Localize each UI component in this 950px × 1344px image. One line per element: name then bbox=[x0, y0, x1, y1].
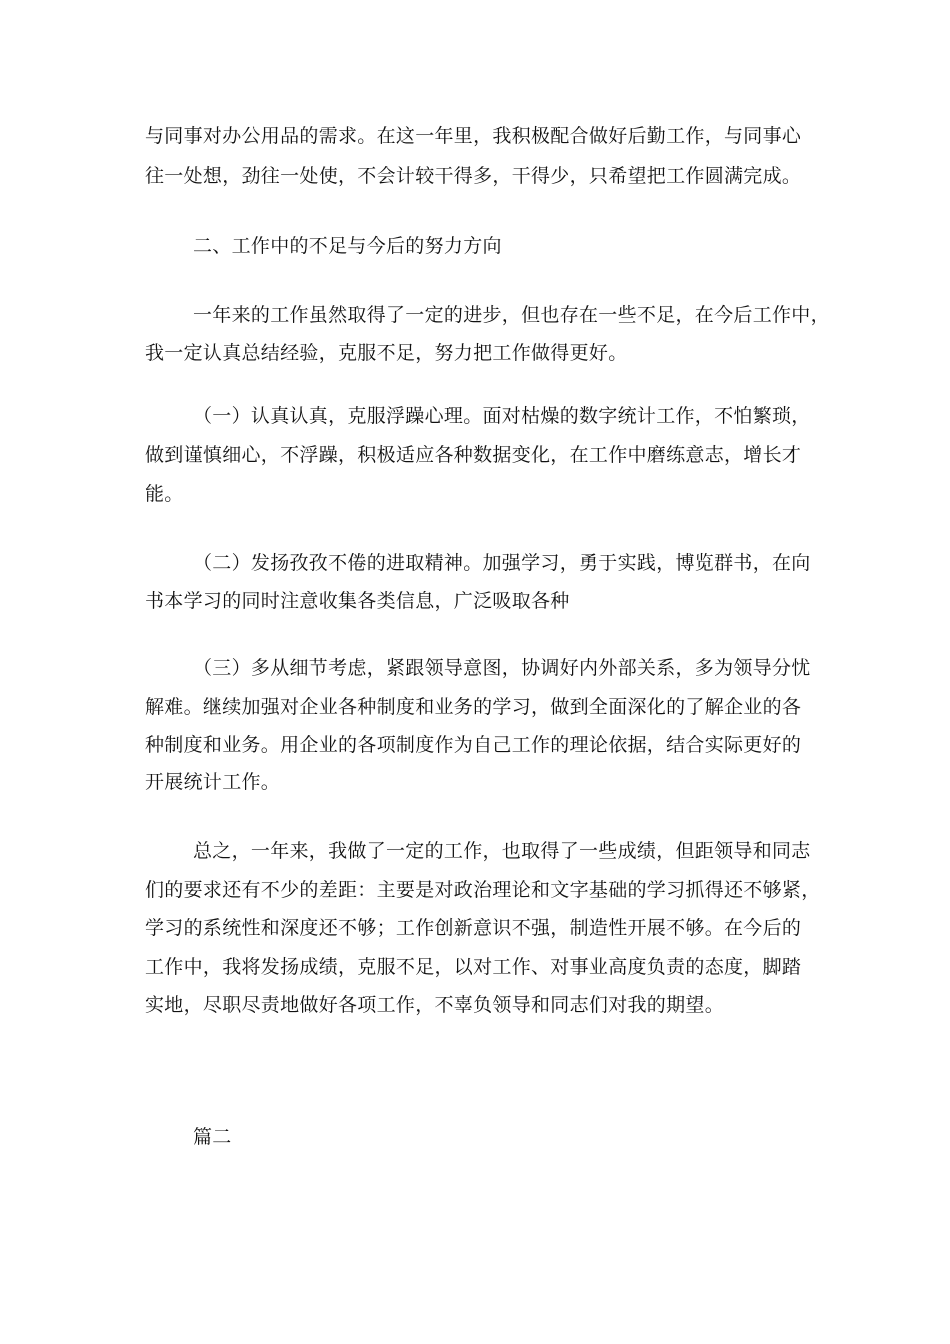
text-line: （三）多从细节考虑，紧跟领导意图，协调好内外部关系，多为领导分忧 bbox=[193, 657, 811, 679]
text-line: 总之，一年来，我做了一定的工作，也取得了一些成绩，但距领导和同志 bbox=[193, 840, 811, 862]
text-line: （二）发扬孜孜不倦的进取精神。加强学习，勇于实践，博览群书，在向 bbox=[193, 552, 811, 574]
text-line: 学习的系统性和深度还不够；工作创新意识不强，制造性开展不够。在今后的 bbox=[145, 917, 802, 939]
text-line: 书本学习的同时注意收集各类信息，广泛吸取各种 bbox=[145, 590, 570, 612]
text-line: （一）认真认真，克服浮躁心理。面对枯燥的数字统计工作，不怕繁琐， bbox=[193, 405, 811, 427]
text-line: 与同事对办公用品的需求。在这一年里，我积极配合做好后勤工作，与同事心 bbox=[145, 125, 802, 147]
text-line: 实地，尽职尽责地做好各项工作，不辜负领导和同志们对我的期望。 bbox=[145, 994, 725, 1016]
text-line: 们的要求还有不少的差距：主要是对政治理论和文字基础的学习抓得还不够紧， bbox=[145, 879, 821, 901]
section-title: 篇二 bbox=[193, 1126, 232, 1148]
text-line: 我一定认真总结经验，克服不足，努力把工作做得更好。 bbox=[145, 342, 628, 364]
text-line: 开展统计工作。 bbox=[145, 771, 281, 793]
text-line: 种制度和业务。用企业的各项制度作为自己工作的理论依据，结合实际更好的 bbox=[145, 734, 802, 756]
text-line: 工作中，我将发扬成绩，克服不足，以对工作、对事业高度负责的态度，脚踏 bbox=[145, 956, 802, 978]
text-line: 能。 bbox=[145, 483, 184, 505]
text-line: 一年来的工作虽然取得了一定的进步，但也存在一些不足，在今后工作中， bbox=[193, 304, 830, 326]
text-line: 解难。继续加强对企业各种制度和业务的学习，做到全面深化的了解企业的各 bbox=[145, 696, 802, 718]
section-heading: 二、工作中的不足与今后的努力方向 bbox=[193, 235, 502, 257]
text-line: 往一处想，劲往一处使，不会计较干得多，干得少，只希望把工作圆满完成。 bbox=[145, 165, 802, 187]
text-line: 做到谨慎细心，不浮躁，积极适应各种数据变化，在工作中磨练意志，增长才 bbox=[145, 444, 802, 466]
